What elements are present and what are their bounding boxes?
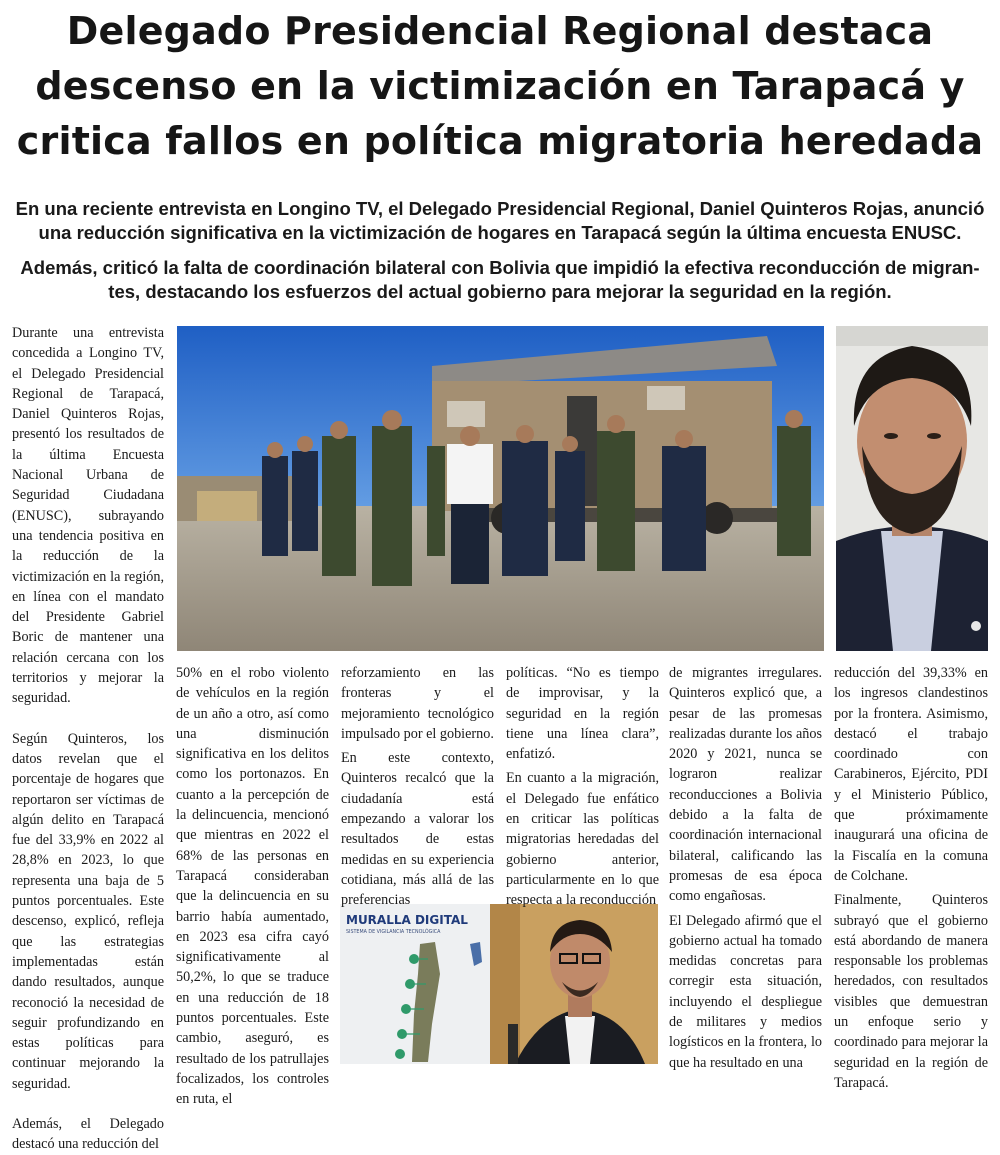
lead-paragraph-1 (14, 197, 986, 245)
col5-paragraph-1: de migrantes irregulares. Quinteros explicó que, a pesar de las promesas realizadas durante los años 2020 y 2021, nunca se lograron realizar reconducciones a Bolivia debido a la falta de coordinación internacional bilateral, calificando las promesas de esa época como engañosas. (669, 665, 822, 905)
inset-graphic-subtitle: SISTEMA DE VIGILANCIA TECNOLÓGICA (346, 930, 441, 935)
lead-1-line-1: En una reciente entrevista en Longino TV, el Delegado Presidencial Regional, Daniel Quinteros Rojas, anunció (15, 198, 985, 219)
main-photo-officials-border (177, 326, 824, 651)
col6-paragraph-1: reducción del 39,33% en los ingresos clandestinos por la frontera. Asimismo, destacó el trabajo coordinado con Carabineros, Ejército, PDI y el Ministerio Público, que próximamente inaugurará una oficina de la Fiscalía en la comuna de Colchane. (834, 665, 988, 884)
inset-muralla-digital-photo (340, 904, 658, 1064)
col2-paragraph-1: 50% en el robo violento de vehículos en la región de un año a otro, así como una disminución significativa en los delitos como los portonazos. En cuanto a la percepción de la delincuencia, mencionó que mientras en 2022 el 68% de las personas en Tarapacá consideraban que la delincuencia en su barrio había aumentado, en 2023 esa cifra cayó significativamente al 50,2%, lo que se traduce en una reducción de 18 puntos porcentuales. Este cambio, aseguró, es resultado de los patrullajes focalizados, los controles en ruta, el (176, 665, 329, 1108)
article-column-1 (12, 323, 164, 1153)
inset-graphic-title: MURALLA DIGITAL (346, 913, 468, 927)
article-column-3 (341, 663, 494, 909)
lead-2-line-2: tes, destacando los esfuerzos del actual gobierno para mejorar la seguridad en la región. (108, 281, 892, 302)
headline-line-1: Delegado Presidencial Regional destaca (66, 9, 934, 53)
col1-paragraph-2: Según Quinteros, los datos revelan que el porcentaje de hogares que reportaron ser víctimas de algún delito en Tarapacá fue del 33,9% en 2022 al 28,8% en 2023, lo que representa una baja de 5 puntos porcentuales. Este descenso, explicó, refleja que las estrategias implementadas están dando resultados, aunque reconoció la necesidad de seguir profundizando en estas políticas para continuar mejorando la seguridad. (12, 730, 164, 1092)
col3-paragraph-2: En este contexto, Quinteros recalcó que la ciudadanía está empezando a valorar los resultados de estas medidas en su experiencia cotidiana, más allá de las preferencias (341, 750, 494, 909)
article-column-5 (669, 663, 822, 1071)
article-column-6 (834, 663, 988, 1091)
col5-paragraph-2: El Delegado afirmó que el gobierno actual ha tomado medidas concretas para corregir esta situación, incluyendo el despliegue de militares y medios logísticos en la frontera, lo que ha resultado en una (669, 912, 822, 1071)
article-headline (0, 4, 1000, 169)
col1-paragraph-1: Durante una entrevista concedida a Longino TV, el Delegado Presidencial Regional de Tarapacá, Daniel Quinteros Rojas, presentó los resultados de la última Encuesta Nacional Urbana de Seguridad Ciudadana (ENUSC), subrayando una tendencia positiva en la reducción de la victimización en la región, en línea con el mandato del Presidente Gabriel Boric de mantener una relación cercana con los territorios y mejorar la seguridad. (12, 325, 164, 707)
portrait-daniel-quinteros (836, 326, 988, 651)
lead-2-line-1: Además, criticó la falta de coordinación bilateral con Bolivia que impidió la efectiva reconducción de migran- (20, 257, 980, 278)
col4-paragraph-1: políticas. “No es tiempo de improvisar, y la seguridad en la región tiene una línea clara”, enfatizó. (506, 665, 659, 763)
col1-paragraph-3: Además, el Delegado destacó una reducción del (12, 1115, 164, 1153)
lead-paragraph-2 (14, 256, 986, 304)
article-column-4 (506, 663, 659, 909)
headline-line-2: descenso en la victimización en Tarapacá y (35, 64, 965, 108)
headline-line-3: critica fallos en política migratoria heredada (16, 119, 984, 163)
col3-paragraph-1: reforzamiento en las fronteras y el mejoramiento tecnológico impulsado por el gobierno. (341, 665, 494, 742)
col6-paragraph-2: Finalmente, Quinteros subrayó que el gobierno está abordando de manera responsable los problemas heredados, con resultados visibles que demuestran un enfoque serio y coordinado para mejorar la seguridad en la región de Tarapacá. (834, 892, 988, 1091)
col4-paragraph-2: En cuanto a la migración, el Delegado fue enfático en criticar las políticas migratorias heredadas del gobierno anterior, particularmente en lo que respecta a la reconducción (506, 770, 659, 909)
article-column-2 (176, 663, 329, 1108)
lead-1-line-2: una reducción significativa en la victimización de hogares en Tarapacá según la última encuesta ENUSC. (38, 222, 962, 243)
